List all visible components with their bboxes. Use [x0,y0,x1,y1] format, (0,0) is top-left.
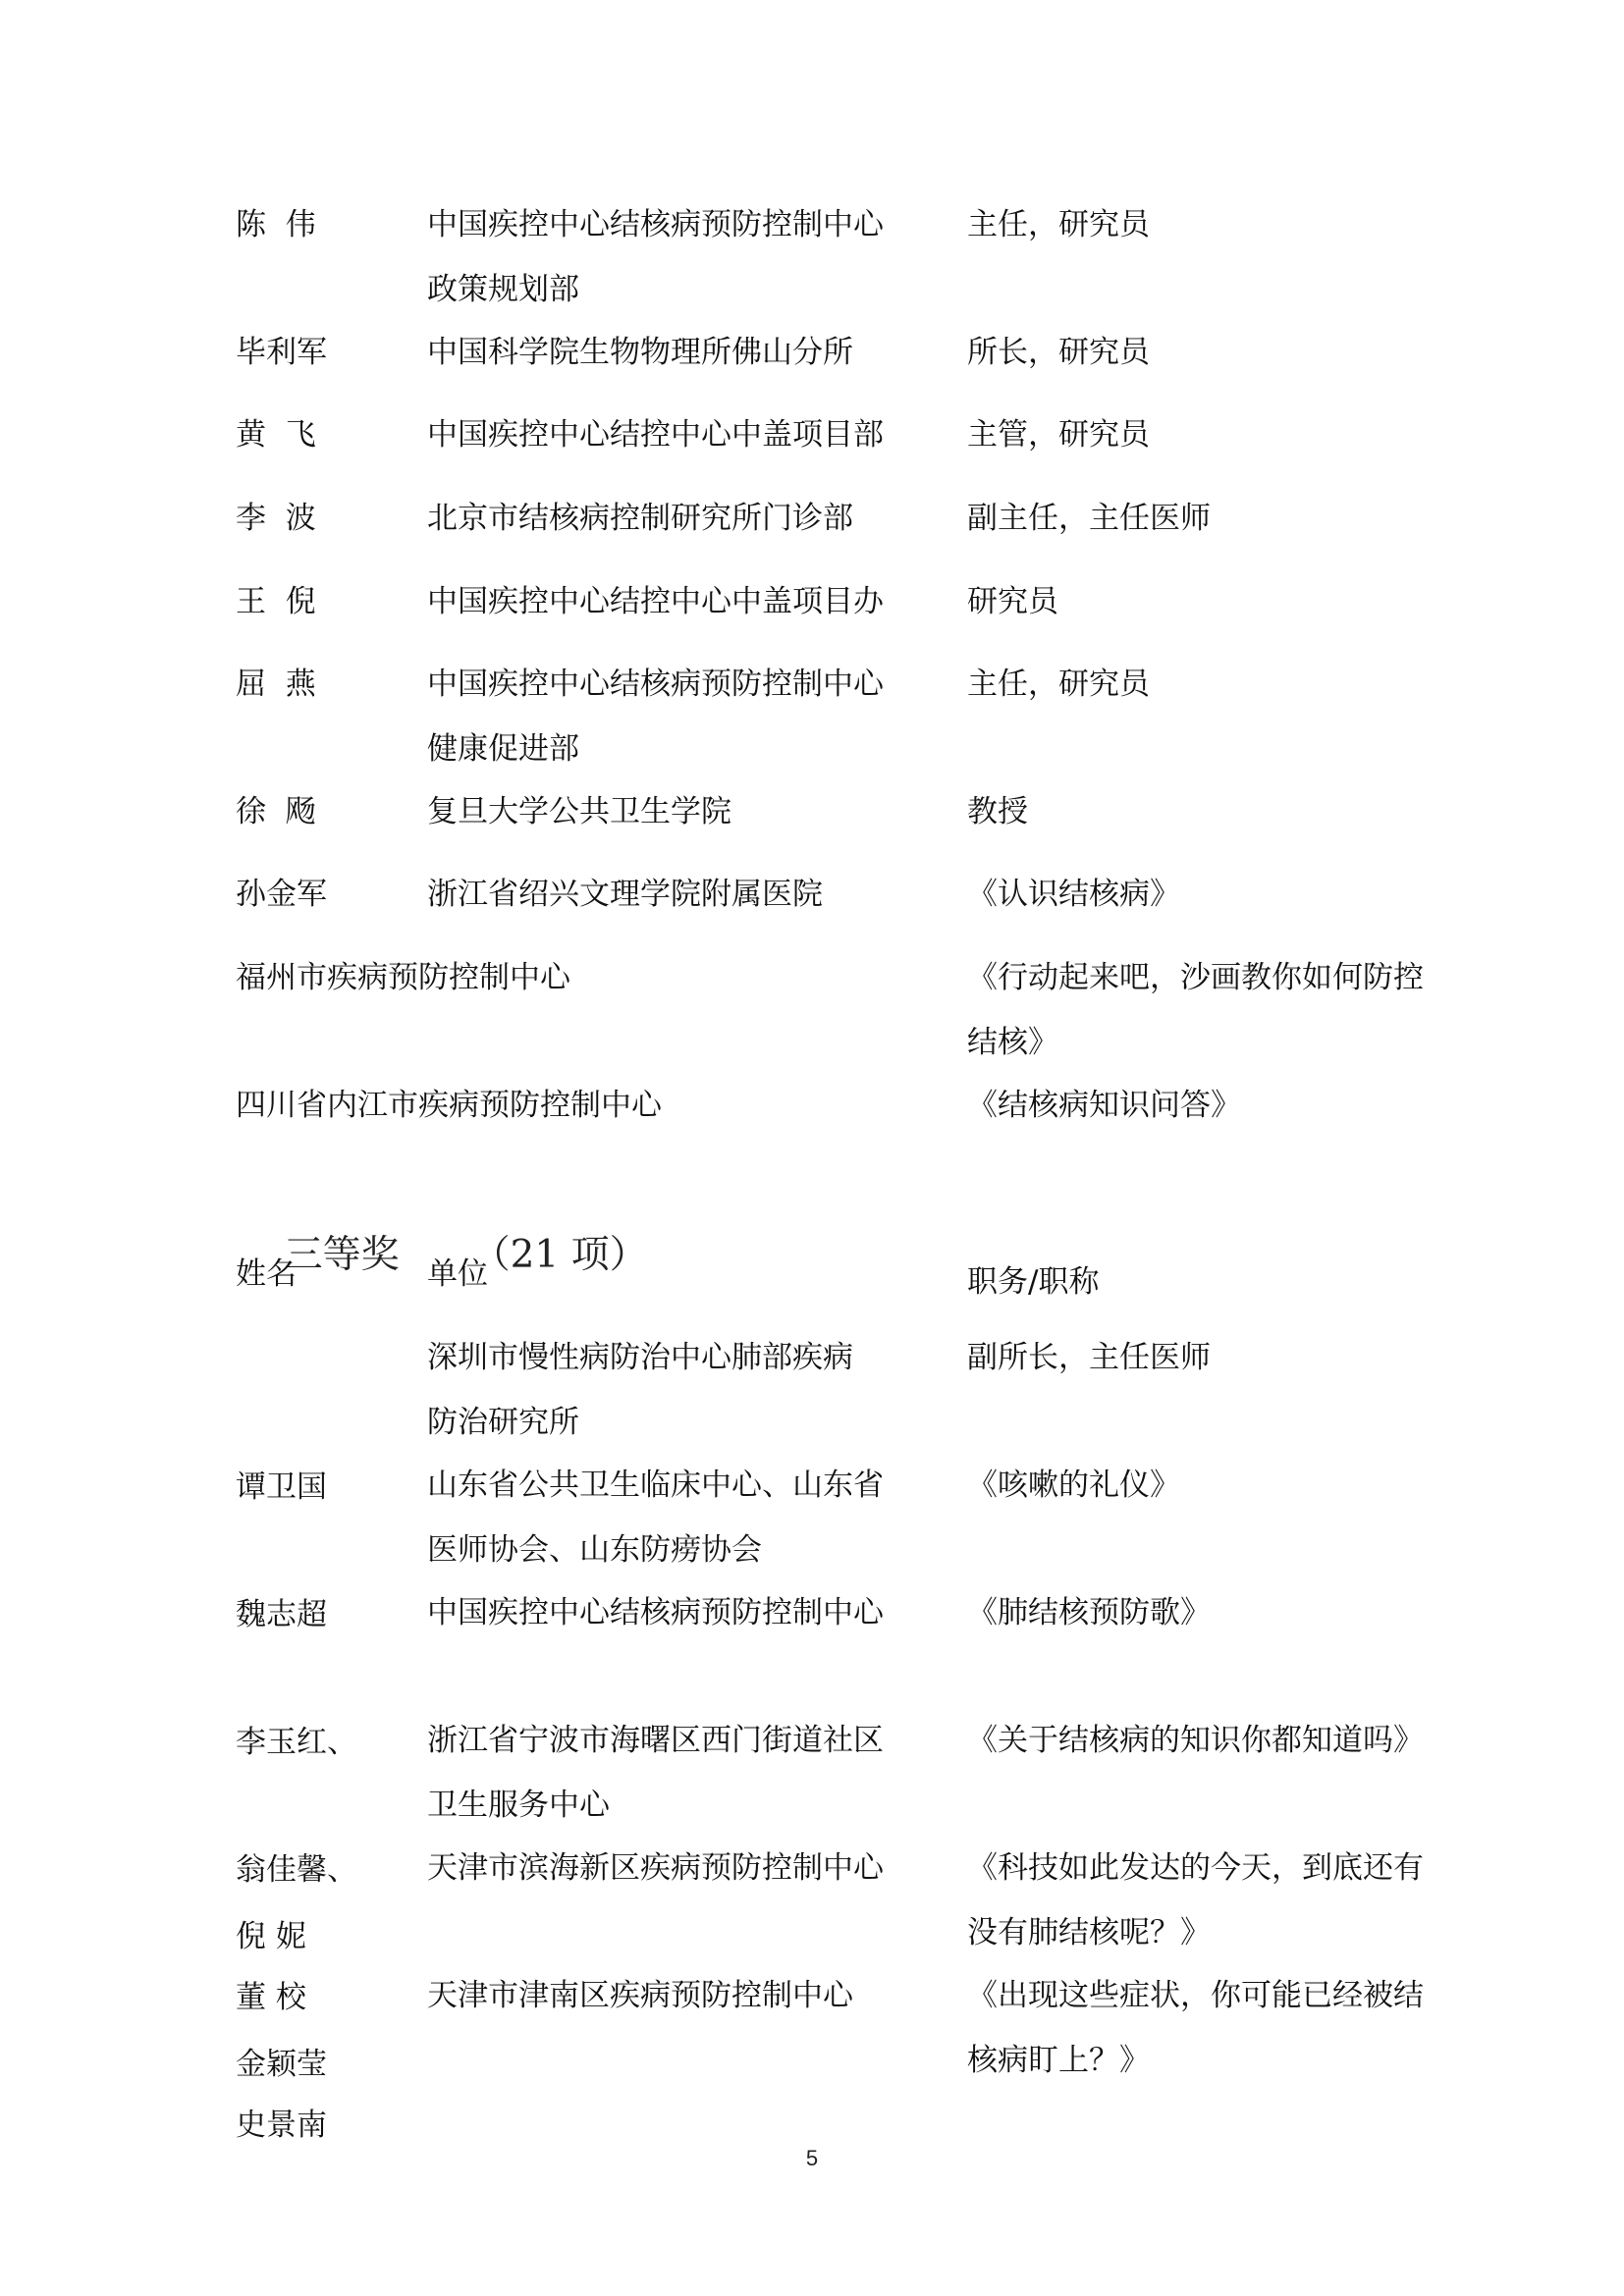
work-title: 《结核病知识问答》 [967,1088,1241,1123]
recipient-title: 研究员 [967,584,1058,619]
recipient-title: 副主任，主任医师 [967,501,1211,536]
prize-count: （21 项） [471,1233,648,1277]
recipient-name: 王 倪 [236,584,316,619]
recipient-unit: 中国疾控中心结控中心中盖项目办 [427,584,884,619]
recipient-name: 黄 飞 [236,417,316,453]
recipient-name: 毕利军 [236,335,327,370]
recipient-name: 李玉红、 倪 妮 [236,1725,357,1954]
work-title: 《科技如此发达的今天，到底还有 没有肺结核呢？》 [967,1850,1424,1950]
recipient-name: 陈 伟 [236,207,316,242]
recipient-name: 史景南 [236,2108,327,2143]
recipient-title: 教授 [967,794,1028,829]
work-title: 《肺结核预防歌》 [967,1595,1211,1630]
recipient-unit: 天津市滨海新区疾病预防控制中心 [427,1850,884,1886]
work-title: 《行动起来吧，沙画教你如何防控 结核》 [967,960,1424,1060]
recipient-unit: 北京市结核病控制研究所门诊部 [427,501,853,536]
recipient-unit: 山东省公共卫生临床中心、山东省 医师协会、山东防痨协会 [427,1468,884,1568]
recipient-name: 孙金军 [236,877,327,912]
prize-label: 三等奖 [284,1233,400,1277]
recipient-unit: 中国疾控中心结核病预防控制中心 政策规划部 [427,207,884,307]
page-number: 5 [805,2146,819,2170]
recipient-unit: 中国疾控中心结控中心中盖项目部 [427,417,884,453]
work-title: 《咳嗽的礼仪》 [967,1468,1180,1503]
recipient-name: 徐 飏 [236,794,316,829]
recipient-unit: 中国疾控中心结核病预防控制中心 健康促进部 [427,667,884,767]
recipient-name: 李 波 [236,501,316,536]
recipient-title: 主任，研究员 [967,207,1150,242]
recipient-title: 副所长，主任医师 [967,1340,1211,1375]
recipient-unit: 中国疾控中心结核病预防控制中心 [427,1595,884,1630]
work-title: 《认识结核病》 [967,877,1180,912]
recipient-title: 主任，研究员 [967,667,1150,702]
recipient-unit: 天津市津南区疾病预防控制中心 [427,1978,853,2013]
recipient-name: 董 校 [236,1980,306,2015]
recipient-unit: 中国科学院生物物理所佛山分所 [427,335,853,370]
recipient-unit: 浙江省绍兴文理学院附属医院 [427,877,823,912]
recipient-organization: 四川省内江市疾病预防控制中心 [236,1088,662,1123]
recipient-title: 主管，研究员 [967,417,1150,453]
recipient-name: 谭卫国 [236,1469,327,1505]
column-header-unit: 单位 [427,1256,488,1292]
recipient-organization: 福州市疾病预防控制中心 [236,960,570,995]
recipient-name: 屈 燕 [236,667,316,702]
column-header-title: 职务/职称 [967,1264,1100,1300]
work-title: 《出现这些症状，你可能已经被结 核病盯上？》 [967,1978,1424,2078]
recipient-unit: 复旦大学公共卫生学院 [427,794,731,829]
recipient-name: 魏志超 [236,1597,327,1632]
column-header-name: 姓名 [236,1256,297,1292]
work-title: 《关于结核病的知识你都知道吗》 [967,1723,1424,1758]
recipient-name: 翁佳馨、 金颖莹 [236,1852,357,2082]
recipient-unit: 浙江省宁波市海曙区西门街道社区 卫生服务中心 [427,1723,884,1823]
recipient-title: 所长，研究员 [967,335,1150,370]
recipient-unit: 深圳市慢性病防治中心肺部疾病 防治研究所 [427,1340,853,1440]
